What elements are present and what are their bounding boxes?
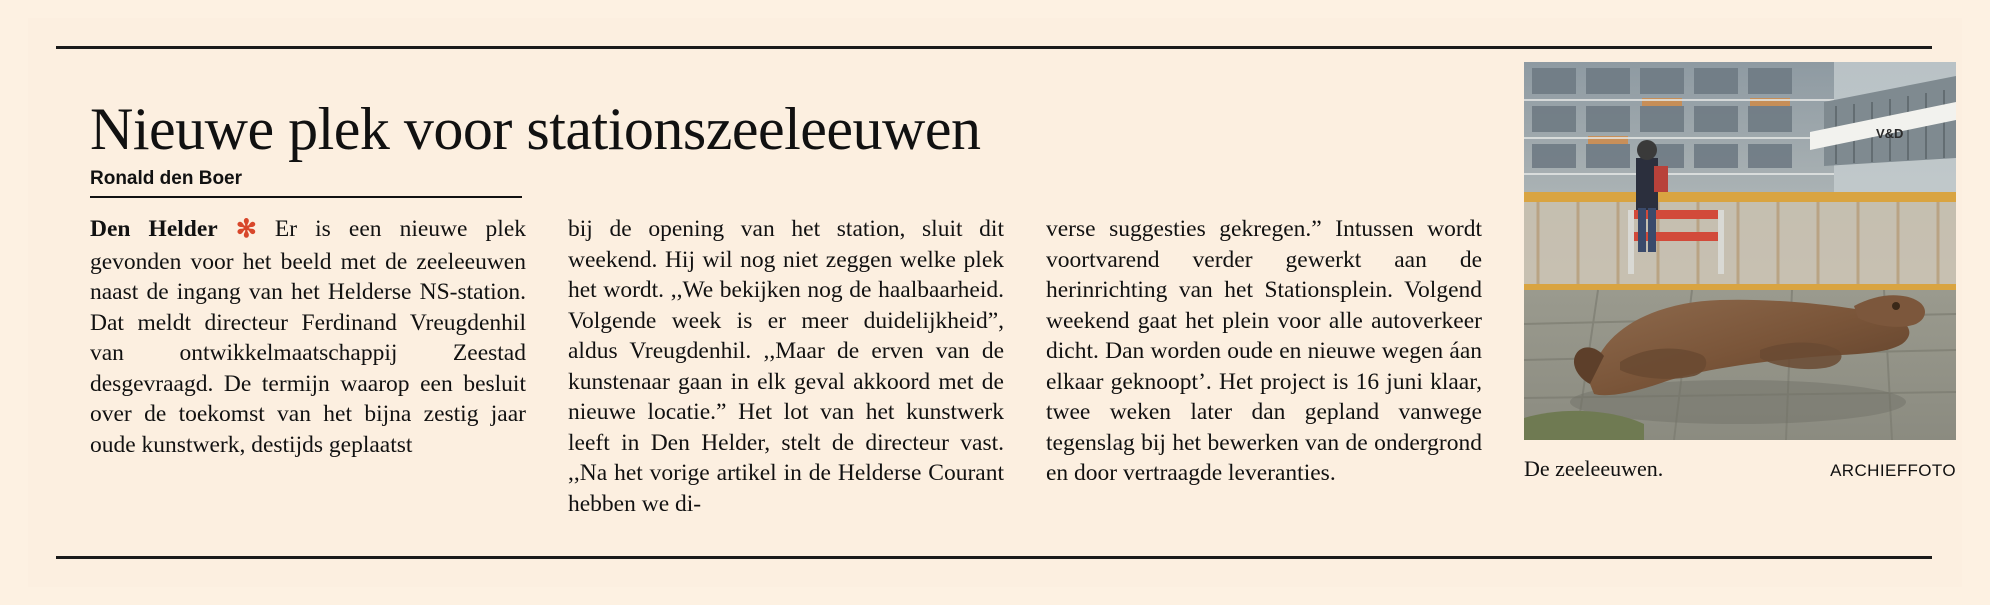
article-paper <box>28 18 1962 587</box>
bottom-rule <box>56 556 1932 559</box>
page-title: Nieuwe plek voor stationszeeleeuwen <box>90 96 981 163</box>
article-column-3 <box>1046 214 1482 519</box>
photo-caption-row <box>1524 456 1956 482</box>
photo-caption: De zeeleeuwen. <box>1524 456 1664 481</box>
byline-rule <box>90 196 522 198</box>
article-columns <box>90 214 1482 519</box>
svg-text:V&D: V&D <box>1876 126 1904 141</box>
article-column-1 <box>90 214 526 519</box>
column-3-body: verse suggesties gekregen.” Intussen wordt voortvarend verder gewerkt aan de herinrichting van het Stationsplein. Volgend weekend gaat het plein voor alle autoverkeer dicht. Dan worden oude en nieuwe wegen áan elkaar geknoopt’. Het project is 16 juni klaar, twee weken later dan gepland vanwege tegenslag bij het bewerken van de ondergrond en door vertraagde leveranties. <box>1046 216 1482 487</box>
photo-credit: ARCHIEFFOTO <box>1830 461 1956 480</box>
column-2-body: bij de opening van het station, sluit dit weekend. Hij wil nog niet zeggen welke plek het wordt. ,,We bekijken nog de haalbaarheid. Volgende week is er meer duidelijkheid”, aldus Vreugdenhil. ,,Maar de erven van de kunstenaar gaan in elk geval akkoord met de nieuwe locatie.” Het lot van het kunstwerk leeft in Den Helder, stelt de directeur vast. ,,Na het vorige artikel in de Helderse Courant hebben we di- <box>568 216 1004 517</box>
dateline: Den Helder <box>90 216 218 242</box>
dateline-marker-icon: ✻ <box>235 216 257 243</box>
sea-lions-sculpture-photo <box>1524 62 1956 440</box>
photo-figure <box>1524 62 1956 440</box>
article-column-2 <box>568 214 1004 519</box>
column-1-body: Er is een nieuwe plek gevonden voor het beeld met de zeeleeuwen naast de ingang van het Helderse NS-station. Dat meldt directeur Ferdinand Vreugdenhil van ontwikkelmaatschappij Zeestad desgevraagd. De termijn waarop een besluit over de toekomst van het bijna zestig jaar oude kunstwerk, destijds geplaatst <box>90 216 527 458</box>
byline: Ronald den Boer <box>90 168 243 189</box>
top-rule <box>56 46 1932 49</box>
